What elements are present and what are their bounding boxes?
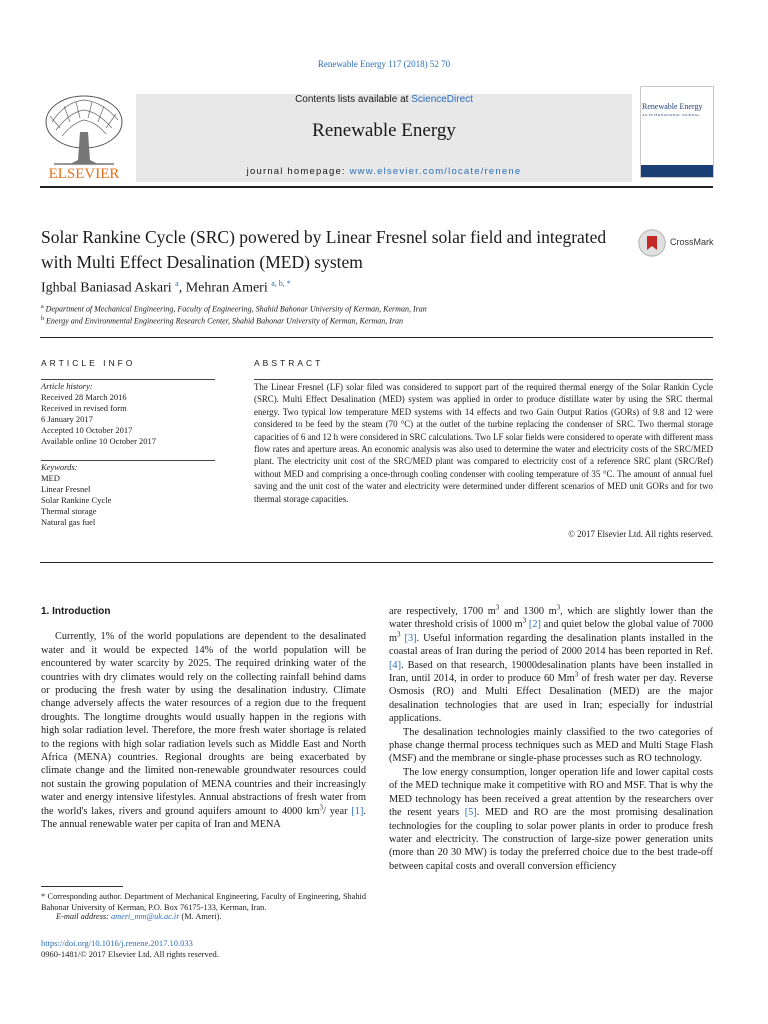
homepage-prefix: journal homepage: [246, 166, 350, 177]
footnote-rule [41, 886, 123, 887]
journal-title: Renewable Energy [312, 120, 456, 141]
cover-subtitle: AN INTERNATIONAL JOURNAL [642, 113, 700, 117]
affil-text: Energy and Environmental Engineering Research Center, Shahid Bahonar University of Kerman, Kerman, Iran [46, 316, 404, 326]
affiliation-a [41, 304, 427, 314]
abstract-copyright: © 2017 Elsevier Ltd. All rights reserved. [568, 529, 713, 539]
affil-mark: a [41, 304, 44, 310]
keyword-item: Thermal storage [41, 506, 97, 516]
footnote-email-line [56, 912, 221, 921]
contents-prefix: Contents lists available at [295, 94, 412, 105]
body-right-column [389, 605, 713, 873]
body-paragraph: The desalination technologies mainly classified to the two categories of phase change thermal process techniques such as MED and Multi Stage Flash (MSF) and the membrane or single-phase processes such as RO technology. [389, 726, 713, 765]
elsevier-wordmark: ELSEVIER [48, 166, 120, 182]
article-info-rule [41, 379, 215, 380]
keyword-item: Linear Fresnel [41, 484, 91, 494]
issn-line: 0960-1481/© 2017 Elsevier Ltd. All rights reserved. [41, 949, 219, 959]
author-name: Mehran Ameri [185, 280, 268, 296]
reference-link[interactable]: [5] [464, 807, 477, 819]
keyword-item: Solar Rankine Cycle [41, 495, 112, 505]
author-affil-mark[interactable]: a [175, 279, 179, 288]
author-affil-mark[interactable]: a, b, * [271, 279, 291, 288]
keywords-label: Keywords: [41, 462, 78, 472]
author-name: Ighbal Baniasad Askari [41, 280, 172, 296]
header-divider [40, 186, 713, 188]
keyword-item: Natural gas fuel [41, 517, 96, 527]
elsevier-logo [40, 92, 128, 182]
history-item: 6 January 2017 [41, 414, 93, 424]
cover-title: Renewable Energy [642, 102, 703, 111]
reference-link[interactable]: [1] [351, 805, 364, 817]
affil-text: Department of Mechanical Engineering, Faculty of Engineering, Shahid Bahonar University of Kerman, Kerman, Iran [45, 304, 427, 314]
journal-homepage-line [136, 166, 632, 177]
journal-citation[interactable]: Renewable Energy 117 (2018) 52 70 [317, 59, 451, 69]
reference-link[interactable]: [2] [528, 619, 541, 631]
contents-line [136, 94, 632, 105]
keywords [41, 462, 215, 528]
email-tail: (M. Ameri). [179, 912, 222, 921]
history-item: Available online 10 October 2017 [41, 436, 157, 446]
keyword-item: MED [41, 473, 60, 483]
history-label: Article history: [41, 381, 93, 391]
title-divider [40, 337, 713, 338]
abstract-divider [40, 562, 713, 563]
abstract-text: The Linear Fresnel (LF) solar filed was considered to support part of the required thermal energy of the Solar Rankin Cycle (SRC). Multi Effect Desalination (MED) system was applied in order to produce distillate water by using the SRC thermal energy. Two typical low temperature MED systems with 14 effects and two Gain Output Ratios (GORs) of 9.8 and 12 were considered to be feed by the steam (70 °C) at the outlet of the turbine replacing the condenser of SRC. Two thermal storage capacities of 6 and 12 h were considered in SRC calculations. Two LF solar fields were considered to operate with different mass flow rates and aperture areas. An economic analysis was also used to determine the water and electricity costs of the SRC/MED plant. The electricity unit cost of the SRC/MED plant was compared to electricity cost of a reference SRC plant (SRC/Ref) without MED and comprising a once-through cooling condenser with cooling temperature of 35 °C. The amount of annual fuel saving and the unit cost of the water and electricity were determined under different scenarios of MED unit GORs and for two thermal storage capacities. [254, 382, 713, 504]
article-title: Solar Rankine Cycle (SRC) powered by Linear Fresnel solar field and integrated with Multi Effect Desalination (MED) system [41, 227, 607, 272]
doi-link[interactable]: https://doi.org/10.1016/j.renene.2017.10.033 [41, 938, 193, 948]
abstract-heading: ABSTRACT [254, 358, 324, 368]
email-link[interactable]: ameri_mm@uk.ac.ir [111, 912, 180, 921]
email-label: E-mail address: [56, 912, 111, 921]
body-paragraph: The low energy consumption, longer operation life and lower capital costs of the MED technique make it competitive with RO and MSF. That is why the MED technology has been received a great attention by the researchers over the resent years [5]. MED and RO are the most promising desalination technologies for the coupling to solar power plants in order to produce fresh water and electricity. The construction of large-size power generation units (more than 20 30 MW) is today the preferred choice due to the best trade-off between capital costs and overall conversion efficiency [389, 766, 713, 872]
author-list: Ighbal Baniasad Askari $^a$, Mehran Ameri $^{a, b, *}$ [41, 279, 291, 296]
body-paragraph: Currently, 1% of the world populations are dependent to the desalinated water and it would be expected 14% of the world population will be encountered by water scarcity by 2025. The required drinking water of the countries with dry climates would rely on the collecting rainfall behind dams or producing the fresh water by using the desalination industry. Climate change adversely affects the water resources of a region due to the frequent droughts. The longtime droughts would usually happen in the regions with high solar radiation level. Therefore, the more fresh water shortage is related to the regions with high solar radiation levels such as Middle East and North Africa (MENA) countries. Regional droughts are being exacerbated by climate change and the limited non-renewable groundwater resources could not sustain the growing population of MENA countries and their increasingly water and energy intensive lifestyles. Annual abstractions of fresh water from the world's lakes, rivers and ground aquifers amount to 4000 $km^3/$ year [1]. The annual renewable water per capita of Iran and MENA [41, 631, 366, 831]
journal-homepage-link[interactable]: www.elsevier.com/locate/renene [349, 166, 522, 177]
cover-stripe [641, 165, 713, 177]
keywords-rule [41, 460, 215, 461]
history-item: Accepted 10 October 2017 [41, 425, 133, 435]
affiliation-b [41, 316, 403, 326]
section-title: 1. Introduction [41, 606, 111, 617]
crossmark-icon[interactable] [638, 229, 666, 257]
abstract-rule [254, 379, 713, 380]
body-paragraph: are respectively, 1700 $m^3$ and 1300 $m^3$, which are slightly lower than the water threshold crisis of 1000 $m^3$ [2] and quiet below the global value of 7000 $m^3$ [3]. Useful information regarding the desalination plants installed in the coastal areas of Iran during the period of 2000 2014 has been reported in Ref. [4]. Based on that research, 19000desalination plants have been installed in Iran, until 2014, in order to produce 60 Mm$^3$ of fresh water per day. Reverse Osmosis (RO) and Multi Effect Desalination (MED) are the major desalination technologies that are used in Iran; especially for industrial applications. [389, 603, 714, 725]
corresponding-author-footnote: * Corresponding author. Department of Mechanical Engineering, Faculty of Engineering, Shahid Bahonar University of Kerman, P.O. Box 76175-133, Kerman, Iran. [41, 892, 366, 912]
affil-mark: b [41, 316, 44, 322]
history-item: Received in revised form [41, 403, 127, 413]
reference-link[interactable]: [4] [389, 659, 402, 671]
crossmark-label[interactable]: CrossMark [670, 237, 714, 247]
body-left-column [41, 605, 366, 832]
reference-link[interactable]: [3] [404, 632, 417, 644]
article-info-heading: ARTICLE INFO [41, 358, 136, 368]
history-item: Received 28 March 2016 [41, 392, 127, 402]
sciencedirect-link[interactable]: ScienceDirect [411, 94, 473, 105]
article-history [41, 381, 215, 447]
